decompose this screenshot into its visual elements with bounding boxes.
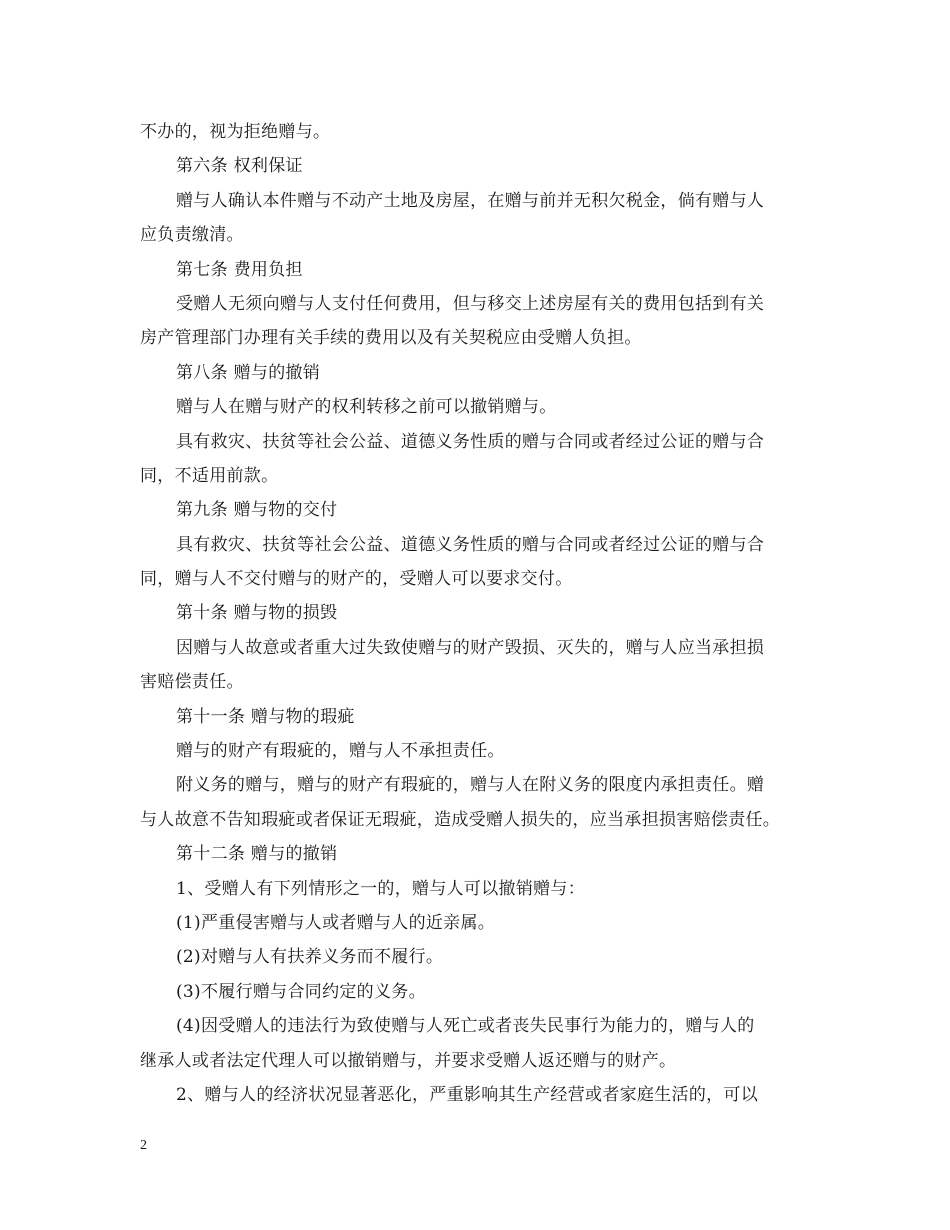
text-line: 因赠与人故意或者重大过失致使赠与的财产毁损、灭失的，赠与人应当承担损 <box>176 637 765 658</box>
text-line: 第九条 赠与物的交付 <box>176 500 338 521</box>
text-line: 第六条 权利保证 <box>176 156 303 177</box>
text-line: 第十条 赠与物的损毁 <box>176 603 338 624</box>
text-line: (1)严重侵害赠与人或者赠与人的近亲属。 <box>176 912 496 933</box>
text-line: 赠与人确认本件赠与不动产土地及房屋，在赠与前并无积欠税金，倘有赠与人 <box>176 190 765 211</box>
text-line: 与人故意不告知瑕疵或者保证无瑕疵，造成受赠人损失的，应当承担损害赔偿责任。 <box>140 809 781 830</box>
text-line: 受赠人无须向赠与人支付任何费用，但与移交上述房屋有关的费用包括到有关 <box>176 293 765 314</box>
text-line: 具有救灾、扶贫等社会公益、道德义务性质的赠与合同或者经过公证的赠与合 <box>176 534 765 555</box>
text-line: 第八条 赠与的撤销 <box>176 362 321 383</box>
text-line: 同，不适用前款。 <box>140 465 279 486</box>
text-line: 第十一条 赠与物的瑕疵 <box>176 706 355 727</box>
text-line: 继承人或者法定代理人可以撤销赠与，并要求受赠人返还赠与的财产。 <box>140 1050 677 1071</box>
text-line: 赠与人在赠与财产的权利转移之前可以撤销赠与。 <box>176 397 557 418</box>
page-number: 2 <box>140 1138 147 1153</box>
text-line: 1、受赠人有下列情形之一的，赠与人可以撤销赠与： <box>176 878 586 899</box>
text-line: 附义务的赠与，赠与的财产有瑕疵的，赠与人在附义务的限度内承担责任。赠 <box>176 775 765 796</box>
text-line: 2、赠与人的经济状况显著恶化，严重影响其生产经营或者家庭生活的，可以 <box>176 1084 759 1105</box>
text-line: (2)对赠与人有扶养义务而不履行。 <box>176 947 444 968</box>
text-line: 第七条 费用负担 <box>176 259 303 280</box>
text-line: 具有救灾、扶贫等社会公益、道德义务性质的赠与合同或者经过公证的赠与合 <box>176 431 765 452</box>
text-line: 应负责缴清。 <box>140 225 244 246</box>
document-body <box>140 115 830 1112</box>
text-line: 赠与的财产有瑕疵的，赠与人不承担责任。 <box>176 741 505 762</box>
text-line: 害赔偿责任。 <box>140 672 244 693</box>
text-line: 房产管理部门办理有关手续的费用以及有关契税应由受赠人负担。 <box>140 328 642 349</box>
text-line: 不办的，视为拒绝赠与。 <box>140 122 331 142</box>
text-line: (3)不履行赠与合同约定的义务。 <box>176 981 426 1002</box>
text-line: 第十二条 赠与的撤销 <box>176 844 338 865</box>
text-line: (4)因受赠人的违法行为致使赠与人死亡或者丧失民事行为能力的，赠与人的 <box>176 1016 755 1037</box>
text-line: 同，赠与人不交付赠与的财产的，受赠人可以要求交付。 <box>140 569 573 590</box>
